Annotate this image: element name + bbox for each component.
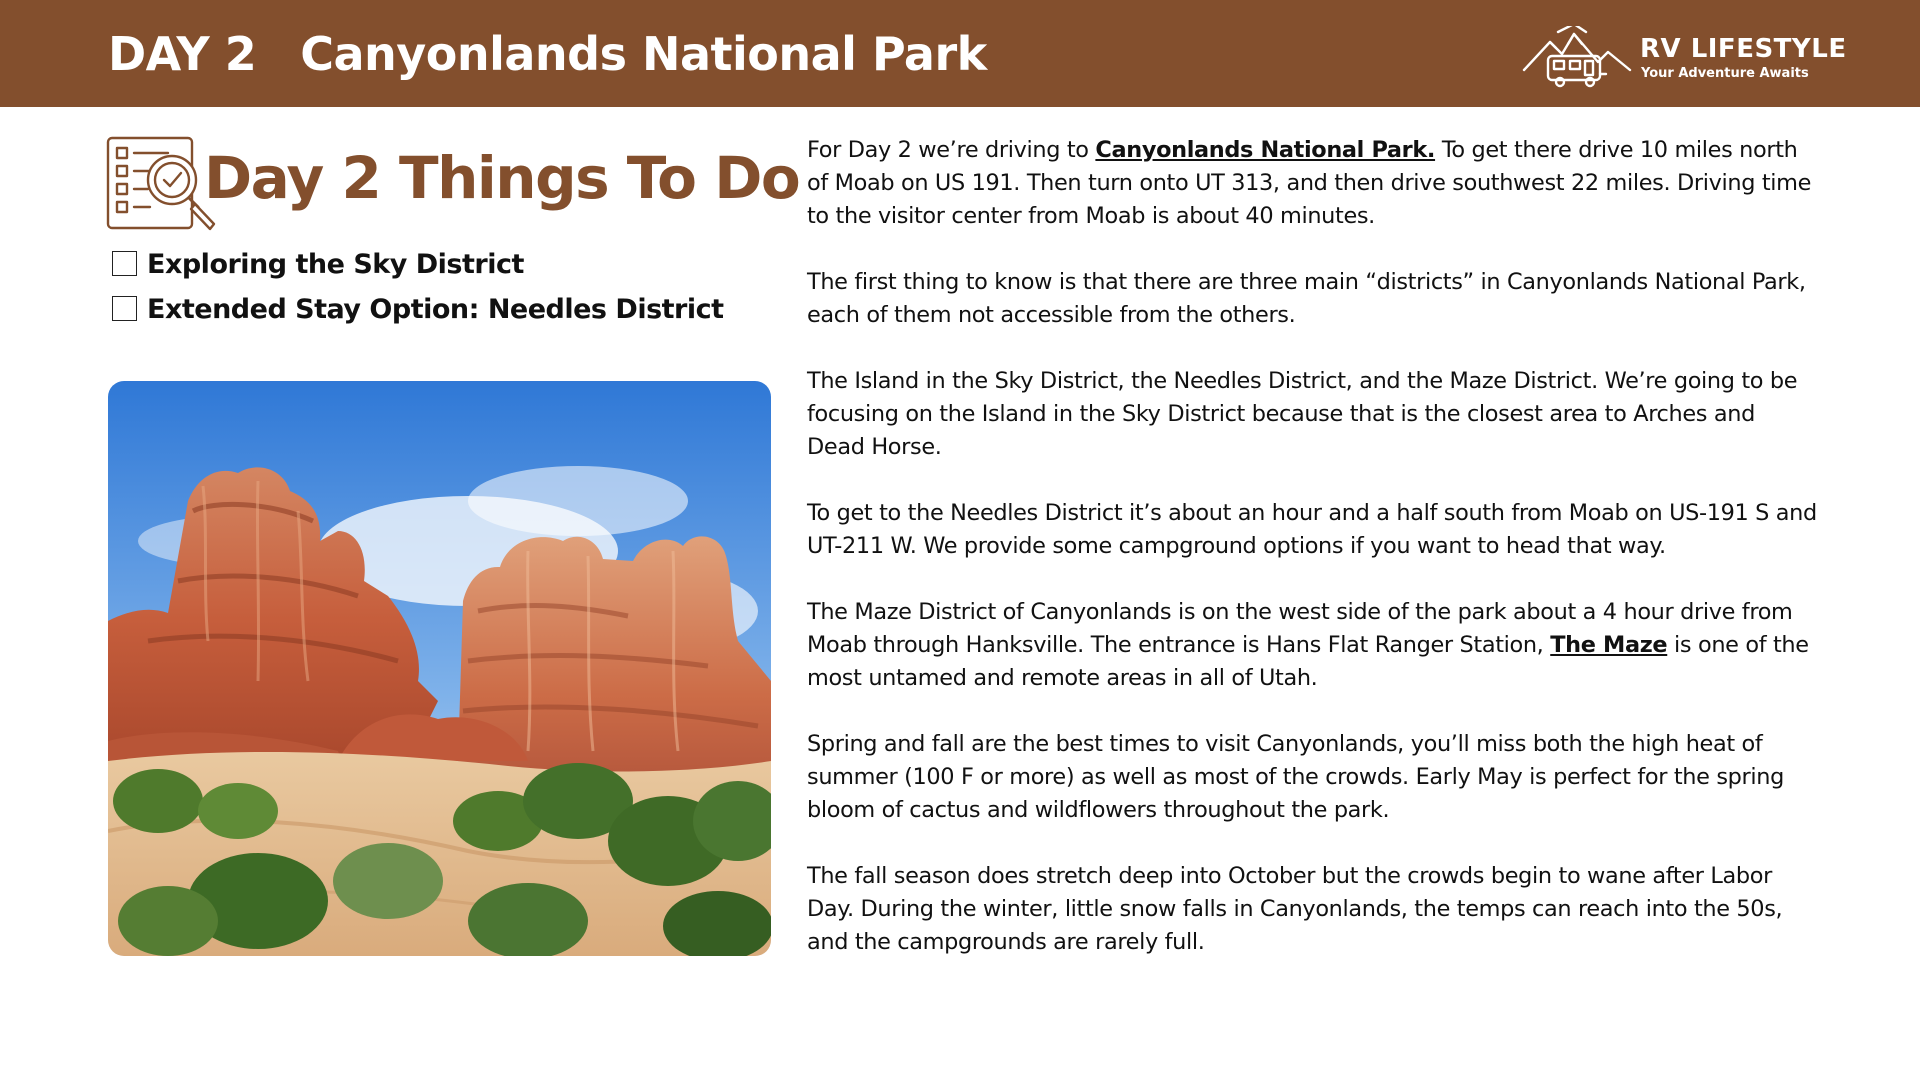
- brand-tagline: Your Adventure Awaits: [1641, 66, 1809, 81]
- paragraph-districts: The first thing to know is that there are three main “districts” in Canyonlands National Park, each of them not accessible from the others.: [807, 269, 1806, 328]
- text-run: The Maze District of Canyonlands is on the west side of the park about a 4 hour drive from Moab through Hanksville. The entrance is Hans Flat Ranger Station,: [807, 599, 1793, 658]
- day-label: DAY 2: [108, 27, 257, 81]
- paragraph-directions: [807, 134, 1817, 233]
- canyonlands-photo: [108, 381, 771, 956]
- checkbox[interactable]: [112, 251, 137, 276]
- brand-logo-block[interactable]: [1522, 26, 1852, 88]
- text-run: For Day 2 we’re driving to: [807, 137, 1096, 163]
- park-title: Canyonlands National Park: [300, 27, 987, 81]
- canyonlands-link[interactable]: Canyonlands National Park.: [1095, 137, 1436, 163]
- text-run: is one of the most untamed and remote areas in all of Utah.: [807, 632, 1809, 691]
- paragraph-best-time: Spring and fall are the best times to visit Canyonlands, you’ll miss both the high heat of summer (100 F or more) as well as most of the crowds. Early May is perfect for the spring bloom of cactus and wildflowers throughout the park.: [807, 731, 1784, 823]
- paragraph-needles: To get to the Needles District it’s about an hour and a half south from Moab on US-191 S and UT-211 W. We provide some campground options if you want to head that way.: [807, 500, 1817, 559]
- header-title: [108, 24, 987, 84]
- paragraph-island-in-sky: The Island in the Sky District, the Needles District, and the Maze District. We’re going to be focusing on the Island in the Sky District because that is the closest area to Arches and Dead Horse.: [807, 368, 1798, 460]
- todo-item-sky-district[interactable]: [112, 245, 524, 285]
- rv-mountain-logo-icon: [1522, 26, 1634, 88]
- paragraph-fall-winter: The fall season does stretch deep into October but the crowds begin to wane after Labor Day. During the winter, little snow falls in Canyonlands, the temps can reach into the 50s, and the campgrounds are rarely full.: [807, 863, 1783, 955]
- things-to-do-heading: Day 2 Things To Do: [204, 144, 800, 212]
- brand-name: RV LIFESTYLE: [1640, 34, 1847, 64]
- todo-item-label: Exploring the Sky District: [147, 249, 524, 280]
- checkbox[interactable]: [112, 296, 137, 321]
- todo-item-label: Extended Stay Option: Needles District: [147, 294, 724, 325]
- text-run: To get there drive 10 miles north of Moab on US 191. Then turn onto UT 313, and then drive southwest 22 miles. Driving time to the visitor center from Moab is about 40 minutes.: [807, 137, 1812, 229]
- page-header: [0, 0, 1920, 107]
- paragraph-maze: [807, 596, 1817, 695]
- todo-item-needles-district[interactable]: [112, 290, 724, 330]
- article-body: [807, 134, 1817, 992]
- the-maze-link[interactable]: The Maze: [1550, 632, 1668, 658]
- canyon-hoodoos-image: [108, 381, 771, 956]
